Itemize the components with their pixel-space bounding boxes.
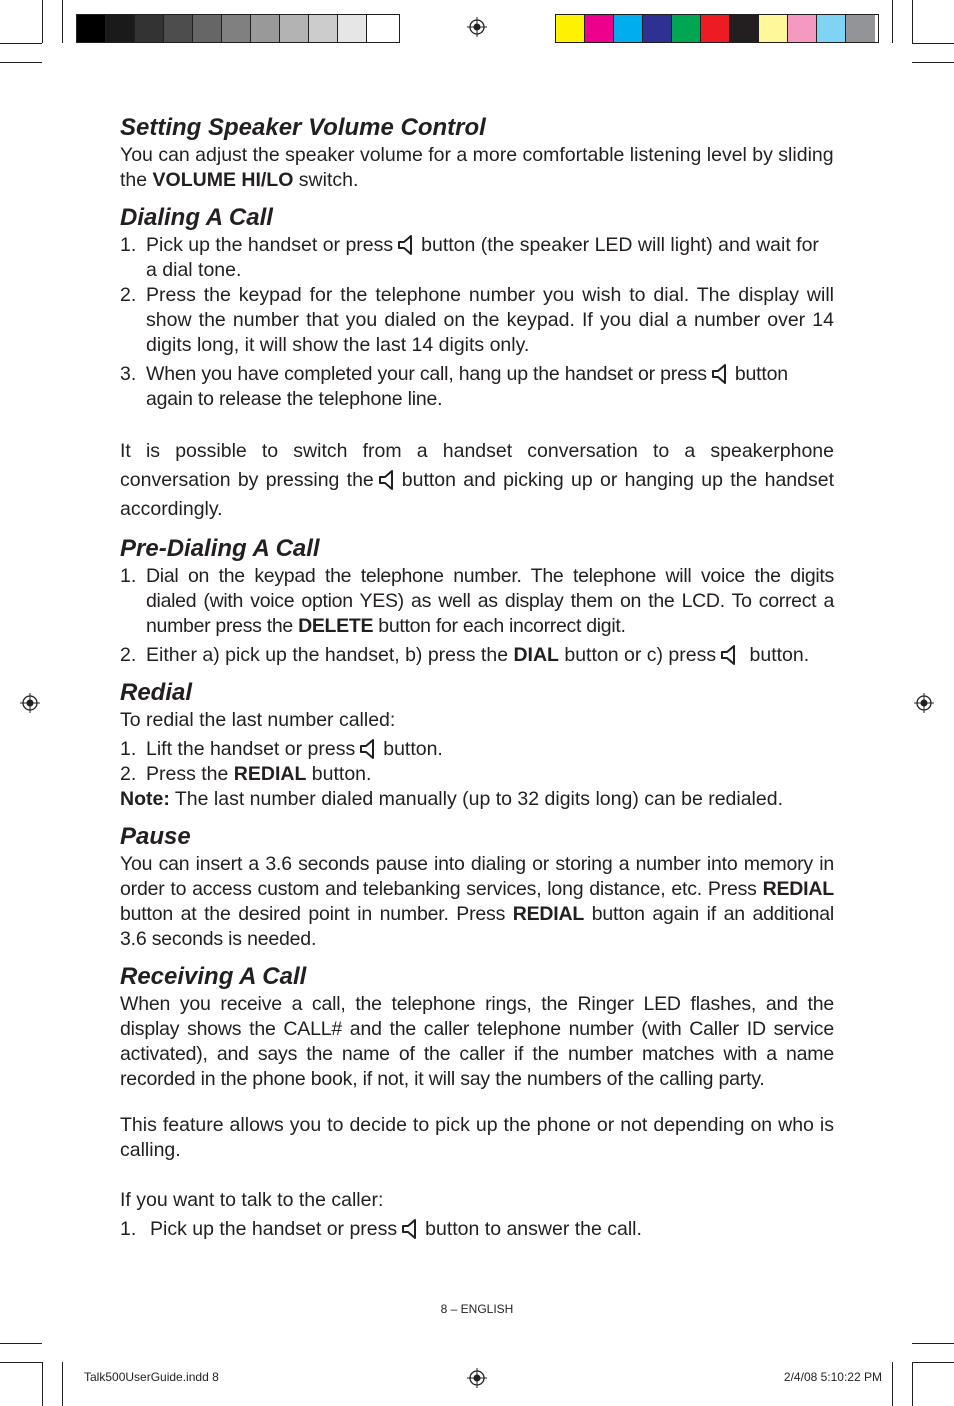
crop-mark: [892, 0, 893, 43]
list-item: 1. Pick up the handset or press button to answer the call.: [120, 1218, 642, 1240]
redial-note: Note: The last number dialed manually (up to 32 digits long) can be redialed.: [120, 788, 784, 810]
color-swatch: [251, 15, 280, 42]
speaker-icon: [719, 644, 741, 666]
section-heading-redial: Redial: [120, 679, 193, 706]
registration-mark-icon: [20, 693, 40, 713]
crop-mark: [62, 1362, 63, 1406]
section-heading-dialing: Dialing A Call: [120, 204, 273, 231]
redial-intro: To redial the last number called:: [120, 709, 396, 731]
color-swatch: [585, 15, 614, 42]
switch-paragraph: It is possible to switch from a handset conversation to a speakerphone conversation by pressing the button and picking up or hanging up the handset accordingly.: [120, 440, 834, 520]
receiving-paragraph: When you receive a call, the telephone rings, the Ringer LED flashes, and the display shows the CALL# and the caller telephone number (with Caller ID service activated), and says the name of the caller if the number matches with a name recorded in the phone book, if not, it will say the numbers of the calling party.: [120, 993, 834, 1090]
grayscale-color-bar: [76, 14, 400, 43]
color-swatch: [135, 15, 164, 42]
speaker-icon: [710, 363, 732, 385]
color-swatch: [193, 15, 222, 42]
registration-mark-icon: [914, 693, 934, 713]
color-swatch: [222, 15, 251, 42]
registration-mark-icon: [467, 17, 487, 37]
list-item: 2. Press the REDIAL button.: [120, 763, 372, 785]
speaker-icon: [396, 234, 418, 256]
page-number-footer: 8 – ENGLISH: [440, 1302, 514, 1316]
crop-mark: [912, 0, 913, 43]
color-swatch: [338, 15, 367, 42]
color-swatch: [614, 15, 643, 42]
crop-mark: [0, 43, 42, 44]
crop-mark: [42, 1362, 43, 1406]
color-swatch: [643, 15, 672, 42]
list-item: 1. Dial on the keypad the telephone number. The telephone will voice the digits dialed (with voice option YES) as well as display them on the LCD. To correct a number press the DELETE button for each incorrect digit.: [120, 565, 834, 637]
color-swatch: [556, 15, 585, 42]
crop-mark: [912, 43, 954, 44]
speaker-icon: [400, 1218, 422, 1240]
color-swatch: [106, 15, 135, 42]
receiving-paragraph: This feature allows you to decide to pick up the phone or not depending on who is calling.: [120, 1114, 834, 1161]
pause-paragraph: You can insert a 3.6 seconds pause into dialing or storing a number into memory in order to access custom and telebanking services, long distance, etc. Press REDIAL button at the desired point in number. Press REDIAL button again if an additional 3.6 seconds is needed.: [120, 853, 834, 950]
section-heading-receiving: Receiving A Call: [120, 963, 307, 990]
color-swatch: [846, 15, 875, 42]
crop-mark: [0, 1343, 42, 1344]
registration-mark-icon: [467, 1368, 487, 1388]
section-heading-volume: Setting Speaker Volume Control: [120, 114, 486, 141]
receiving-paragraph: If you want to talk to the caller:: [120, 1189, 384, 1211]
color-swatch: [367, 15, 396, 42]
crop-mark: [62, 0, 63, 43]
speaker-icon: [358, 738, 380, 760]
list-item: 2. Press the keypad for the telephone number you wish to dial. The display will show the number that you dialed on the keypad. If you dial a number over 14 digits long, it will show the last 14 digits only.: [120, 284, 834, 356]
slug-filename: Talk500UserGuide.indd 8: [84, 1370, 219, 1384]
process-color-bar: [555, 14, 879, 43]
color-swatch: [730, 15, 759, 42]
crop-mark: [892, 1362, 893, 1406]
section-heading-pause: Pause: [120, 823, 191, 850]
list-item: 1. Pick up the handset or press button (the speaker LED will light) and wait for a dial tone.: [120, 234, 819, 281]
crop-mark: [912, 62, 954, 63]
slug-timestamp: 2/4/08 5:10:22 PM: [783, 1370, 882, 1384]
color-swatch: [164, 15, 193, 42]
manual-page-content: [120, 113, 834, 1242]
crop-mark: [0, 1362, 42, 1363]
volume-paragraph: You can adjust the speaker volume for a more comfortable listening level by sliding the VOLUME HI/LO switch.: [120, 144, 834, 191]
list-item: 3. When you have completed your call, hang up the handset or press button again to release the telephone line.: [120, 363, 788, 410]
crop-mark: [912, 1362, 954, 1363]
color-swatch: [701, 15, 730, 42]
color-swatch: [759, 15, 788, 42]
color-swatch: [672, 15, 701, 42]
crop-mark: [912, 1362, 913, 1406]
color-swatch: [77, 15, 106, 42]
section-heading-predial: Pre-Dialing A Call: [120, 535, 320, 562]
crop-mark: [0, 62, 42, 63]
crop-mark: [42, 0, 43, 43]
color-swatch: [280, 15, 309, 42]
speaker-icon: [377, 469, 399, 491]
list-item: 2. Either a) pick up the handset, b) press the DIAL button or c) press button.: [120, 644, 810, 666]
list-item: 1. Lift the handset or press button.: [120, 738, 443, 760]
crop-mark: [912, 1343, 954, 1344]
color-swatch: [309, 15, 338, 42]
color-swatch: [817, 15, 846, 42]
color-swatch: [788, 15, 817, 42]
